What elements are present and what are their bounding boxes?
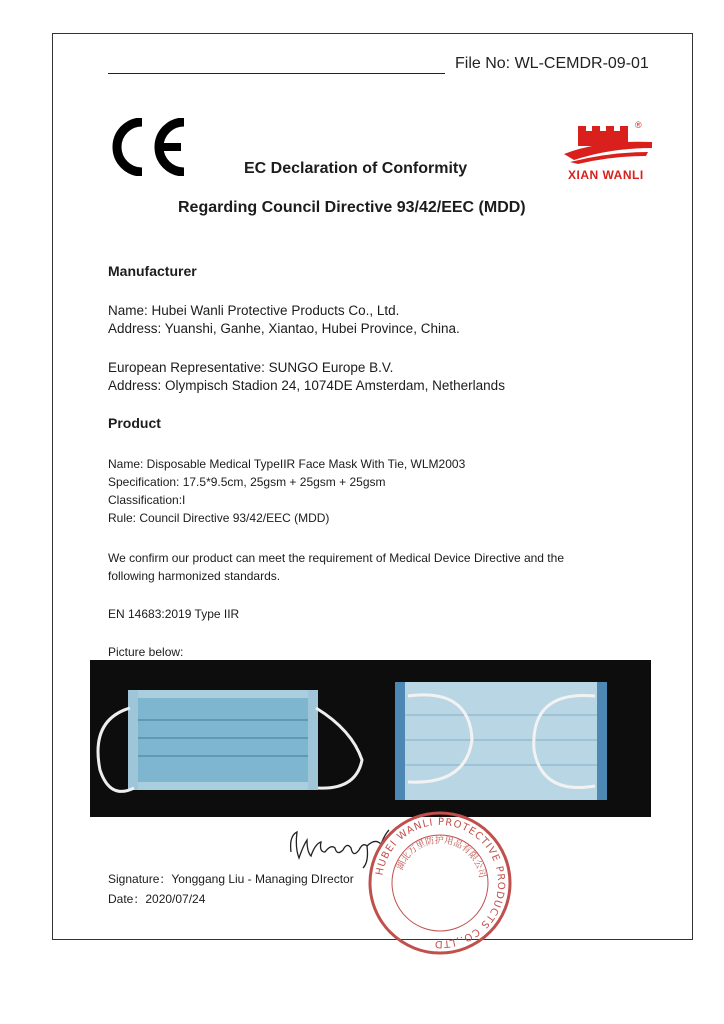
face-mask-icon — [98, 690, 362, 791]
product-name: Name: Disposable Medical TypeIIR Face Mask With Tie, WLM2003 — [108, 457, 466, 471]
face-mask-icon — [395, 682, 607, 800]
signature-line: Signature：Yonggang Liu - Managing DIrector — [108, 872, 354, 886]
document-title: EC Declaration of Conformity — [244, 160, 468, 177]
logo-brand-text: XIAN WANLI — [568, 168, 644, 182]
manufacturer-name: Name: Hubei Wanli Protective Products Co., Ltd. — [108, 303, 400, 318]
confirm-line-1: We confirm our product can meet the requirement of Medical Device Directive and the — [108, 551, 564, 565]
product-classification: Classification:I — [108, 493, 186, 507]
company-seal-icon — [365, 808, 515, 958]
manufacturer-address: Address: Yuanshi, Ganhe, Xiantao, Hubei Province, China. — [108, 321, 460, 336]
harmonized-standard: EN 14683:2019 Type IIR — [108, 607, 240, 621]
signature-date: Date：2020/07/24 — [108, 892, 206, 906]
file-number: File No: WL-CEMDR-09-01 — [455, 55, 649, 72]
seal-outer-text: HUBEI WANLI PROTECTIVE PRODUCTS CO.,LTD — [374, 816, 507, 950]
seal-inner-text: 湖北万里防护用品有限公司 — [395, 835, 487, 879]
registered-mark: ® — [635, 120, 642, 130]
company-logo — [560, 118, 660, 184]
product-heading: Product — [108, 415, 161, 431]
eu-representative: European Representative: SUNGO Europe B.V. — [108, 360, 394, 375]
castle-logo-icon — [560, 118, 660, 168]
product-rule: Rule: Council Directive 93/42/EEC (MDD) — [108, 511, 330, 525]
confirm-line-2: following harmonized standards. — [108, 569, 281, 583]
svg-text:湖北万里防护用品有限公司 — [394, 834, 488, 879]
file-underline — [108, 73, 445, 74]
picture-label: Picture below: — [108, 645, 184, 659]
product-specification: Specification: 17.5*9.5cm, 25gsm + 25gsm + 25gsm — [108, 475, 386, 489]
eu-representative-address: Address: Olympisch Stadion 24, 1074DE Amsterdam, Netherlands — [108, 378, 505, 393]
face-mask-photo — [90, 660, 651, 817]
document-subtitle: Regarding Council Directive 93/42/EEC (MDD) — [178, 199, 526, 216]
manufacturer-heading: Manufacturer — [108, 263, 197, 279]
product-photo — [90, 660, 651, 817]
ce-mark-icon — [108, 118, 188, 176]
